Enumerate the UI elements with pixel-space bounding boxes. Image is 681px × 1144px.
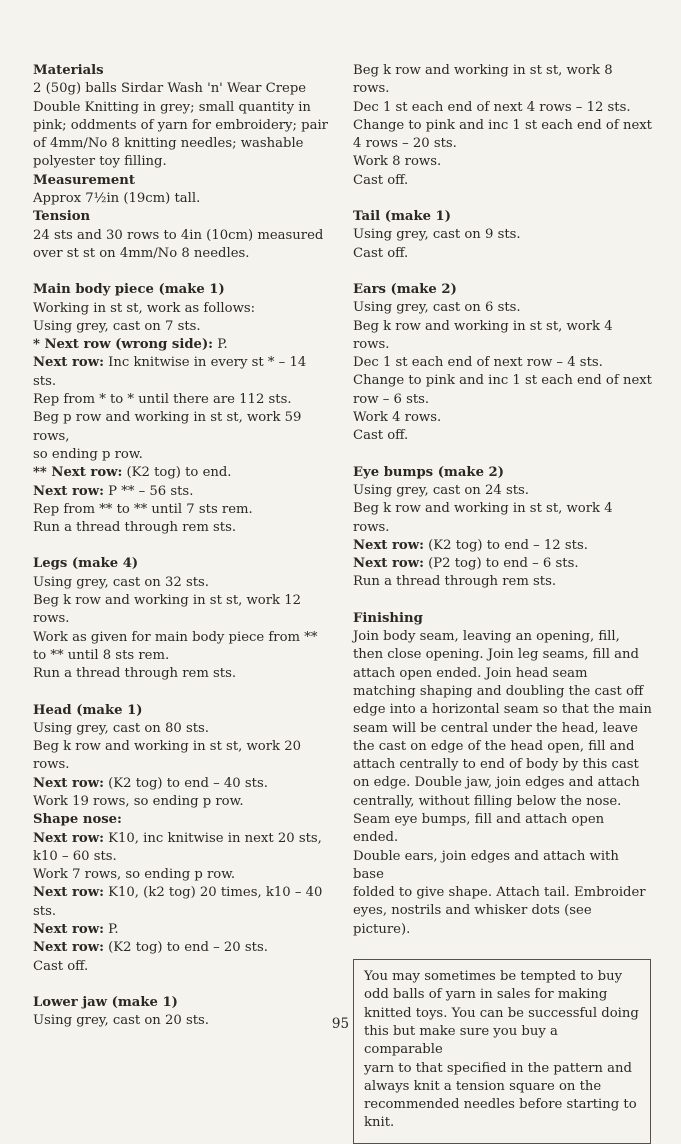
- row-label: Next row:: [33, 355, 104, 371]
- line-text: so ending p row.: [33, 446, 143, 462]
- right-column: [353, 62, 653, 1144]
- instruction-line: [33, 464, 329, 482]
- line-text: folded to give shape. Attach tail. Embroider: [353, 885, 646, 901]
- line-text: (K2 tog) to end – 12 sts.: [423, 537, 588, 553]
- section-legs-make-4: [33, 555, 329, 683]
- line-text: centrally, without filling below the nose.: [353, 793, 622, 809]
- note-line: always knit a tension square on the: [364, 1078, 602, 1094]
- line-text: 24 sts and 30 rows to 4in (10cm) measured: [33, 227, 324, 243]
- section-finishing: [353, 610, 653, 939]
- instruction-line: [353, 811, 653, 848]
- line-text: k10 – 60 sts.: [33, 848, 117, 864]
- note-line: knitted toys. You can be successful doing: [364, 1005, 639, 1021]
- line-text: P ** – 56 sts.: [103, 483, 194, 499]
- line-text: attach open ended. Join head seam: [353, 665, 588, 681]
- instruction-line: [353, 738, 653, 756]
- instruction-line: [353, 646, 653, 664]
- line-text: Rep from ** to ** until 7 sts rem.: [33, 501, 253, 517]
- section-heading: Legs (make 4): [33, 556, 139, 572]
- section-heading: Tension: [33, 209, 91, 225]
- note-line: this but make sure you buy a comparable: [364, 1023, 563, 1058]
- line-text: polyester toy filling.: [33, 154, 167, 170]
- line-text: Rep from * to * until there are 112 sts.: [33, 392, 292, 408]
- instruction-line: [33, 483, 329, 501]
- instruction-line: [33, 373, 329, 391]
- section-tension: [33, 208, 329, 263]
- line-text: Inc knitwise in every st * – 14: [103, 355, 307, 371]
- line-text: on edge. Double jaw, join edges and attach: [353, 775, 640, 791]
- section-head-make-1: [33, 702, 329, 976]
- note-line: You may sometimes be tempted to buy: [364, 969, 623, 985]
- line-text: rows.: [33, 757, 70, 773]
- line-text: Seam eye bumps, fill and attach open ended.: [353, 811, 609, 846]
- line-text: sts.: [33, 903, 57, 919]
- line-text: (K2 tog) to end – 20 sts.: [103, 940, 268, 956]
- instruction-line: [33, 80, 329, 98]
- instruction-line: [353, 500, 653, 537]
- line-text: K10, inc knitwise in next 20 sts,: [103, 830, 322, 846]
- line-text: Using grey, cast on 32 sts.: [33, 574, 209, 590]
- instruction-line: [353, 318, 653, 355]
- line-text: row – 6 sts.: [353, 391, 430, 407]
- instruction-line: [33, 99, 329, 117]
- section-tail-make-1: [353, 208, 653, 263]
- line-text: Cast off.: [353, 245, 409, 261]
- line-text: Work 7 rows, so ending p row.: [33, 867, 236, 883]
- section-heading: Finishing: [353, 610, 423, 626]
- row-label: * Next row (wrong side):: [33, 337, 214, 353]
- line-text: 4 rows – 20 sts.: [353, 136, 457, 152]
- line-text: rows.: [33, 611, 70, 627]
- line-text: Work 4 rows.: [353, 410, 442, 426]
- row-label: Next row:: [353, 537, 424, 553]
- row-label: Next row:: [33, 922, 104, 938]
- line-text: over st st on 4mm/No 8 needles.: [33, 245, 250, 261]
- instruction-line: [33, 592, 329, 610]
- instruction-line: [353, 774, 653, 792]
- line-text: Using grey, cast on 20 sts.: [33, 1013, 209, 1029]
- line-text: Double Knitting in grey; small quantity in: [33, 99, 311, 115]
- section-measurement: [33, 172, 329, 209]
- instruction-line: [353, 848, 653, 885]
- instruction-line: [33, 629, 329, 647]
- line-text: Work as given for main body piece from **: [33, 629, 318, 645]
- instruction-line: [353, 409, 653, 427]
- instruction-line: [353, 372, 653, 390]
- line-text: seam will be central under the head, leave: [353, 720, 638, 736]
- instruction-line: [33, 884, 329, 902]
- instruction-line: [33, 738, 329, 756]
- instruction-line: [353, 793, 653, 811]
- instruction-line: [353, 427, 653, 445]
- line-text: (K2 tog) to end.: [122, 465, 232, 481]
- line-text: Run a thread through rem sts.: [33, 520, 237, 536]
- section-eye-bumps-make-2: [353, 464, 653, 592]
- line-text: then close opening. Join leg seams, fill and: [353, 647, 639, 663]
- line-text: eyes, nostrils and whisker dots (see picture).: [353, 903, 596, 937]
- line-text: Double ears, join edges and attach with base: [353, 848, 624, 882]
- line-text: Beg k row and working in st st, work 20: [33, 739, 301, 755]
- instruction-line: [33, 665, 329, 683]
- instruction-line: [33, 903, 329, 921]
- instruction-line: [33, 409, 329, 446]
- instruction-line: [353, 482, 653, 500]
- instruction-line: [353, 720, 653, 738]
- instruction-line: [33, 848, 329, 866]
- line-text: to ** until 8 sts rem.: [33, 647, 170, 663]
- instruction-line: [353, 683, 653, 701]
- instruction-line: [353, 354, 653, 372]
- line-text: Using grey, cast on 6 sts.: [353, 300, 521, 316]
- line-text: K10, (k2 tog) 20 times, k10 – 40: [103, 885, 323, 901]
- line-text: Cast off.: [353, 172, 409, 188]
- instruction-line: [33, 117, 329, 135]
- line-text: Beg k row and working in st st, work 8 rows.: [353, 63, 617, 97]
- tip-note-box: [353, 959, 651, 1144]
- instruction-line: [33, 245, 329, 263]
- page-number: 95: [331, 1016, 350, 1032]
- instruction-line: [33, 574, 329, 592]
- row-label: Next row:: [33, 885, 104, 901]
- instruction-line: [33, 793, 329, 811]
- line-text: Work 8 rows.: [353, 154, 442, 170]
- instruction-line: [353, 172, 653, 190]
- section-materials: [33, 62, 329, 172]
- line-text: Join body seam, leaving an opening, fill,: [353, 629, 620, 645]
- section-heading: Head (make 1): [33, 702, 143, 718]
- section-heading: Materials: [33, 63, 104, 78]
- line-text: Run a thread through rem sts.: [33, 666, 237, 682]
- instruction-line: [33, 519, 329, 537]
- line-text: Change to pink and inc 1 st each end of next: [353, 373, 652, 389]
- row-label: Next row:: [33, 775, 104, 791]
- section-heading: Eye bumps (make 2): [353, 464, 504, 480]
- section-heading: Main body piece (make 1): [33, 282, 225, 298]
- instruction-line: [353, 245, 653, 263]
- instruction-line: [33, 958, 329, 976]
- instruction-line: [353, 902, 653, 939]
- line-text: Cast off.: [33, 958, 89, 974]
- line-text: P.: [103, 922, 119, 938]
- instruction-line: [353, 756, 653, 774]
- line-text: Approx 7½in (19cm) tall.: [33, 191, 201, 207]
- section-heading: Ears (make 2): [353, 281, 457, 297]
- instruction-line: [33, 756, 329, 774]
- instruction-line: [33, 939, 329, 957]
- instruction-line: [353, 573, 653, 591]
- row-label: Next row:: [33, 940, 104, 956]
- line-text: Beg k row and working in st st, work 4 rows.: [353, 318, 617, 352]
- instruction-line: [353, 226, 653, 244]
- line-text: P.: [213, 337, 228, 353]
- instruction-line: [353, 299, 653, 317]
- instruction-line: [353, 555, 653, 573]
- instruction-line: [33, 300, 329, 318]
- instruction-line: [353, 628, 653, 646]
- instruction-line: [33, 647, 329, 665]
- instruction-line: [353, 665, 653, 683]
- section-heading: Lower jaw (make 1): [33, 994, 178, 1010]
- instruction-line: [353, 391, 653, 409]
- line-text: Working in st st, work as follows:: [33, 300, 256, 316]
- instruction-line: [33, 610, 329, 628]
- line-text: the cast on edge of the head open, fill and: [353, 738, 635, 754]
- instruction-line: [33, 190, 329, 208]
- instruction-line: [33, 775, 329, 793]
- instruction-line: [353, 99, 653, 117]
- instruction-line: [353, 117, 653, 135]
- instruction-line: [353, 62, 653, 99]
- row-label: Next row:: [353, 556, 424, 572]
- instruction-line: [33, 227, 329, 245]
- instruction-line: [353, 537, 653, 555]
- row-label: ** Next row:: [33, 465, 123, 481]
- instruction-line: [33, 446, 329, 464]
- line-text: (K2 tog) to end – 40 sts.: [103, 775, 268, 791]
- note-line: knit.: [364, 1115, 395, 1131]
- instruction-line: [353, 153, 653, 171]
- line-text: Beg k row and working in st st, work 12: [33, 593, 301, 609]
- line-text: Using grey, cast on 24 sts.: [353, 482, 529, 498]
- instruction-line: [33, 720, 329, 738]
- line-text: pink; oddments of yarn for embroidery; pair: [33, 117, 328, 133]
- instruction-line: [353, 135, 653, 153]
- line-text: Run a thread through rem sts.: [353, 574, 557, 590]
- section-heading: Tail (make 1): [353, 209, 451, 225]
- section-continued-0: [353, 62, 653, 190]
- instruction-line: [33, 135, 329, 153]
- line-text: Change to pink and inc 1 st each end of next: [353, 117, 652, 133]
- line-text: Beg k row and working in st st, work 4 rows.: [353, 501, 617, 535]
- line-text: Using grey, cast on 9 sts.: [353, 227, 521, 243]
- section-main-body-piece-make-1: [33, 281, 329, 537]
- line-text: attach centrally to end of body by this cast: [353, 757, 639, 773]
- instruction-line: [33, 811, 329, 829]
- instruction-line: [33, 153, 329, 171]
- left-column: [33, 62, 329, 1031]
- line-text: Using grey, cast on 7 sts.: [33, 318, 201, 334]
- row-label: Next row:: [33, 830, 104, 846]
- section-heading: Measurement: [33, 172, 135, 188]
- row-label: Next row:: [33, 483, 104, 499]
- line-text: sts.: [33, 373, 57, 389]
- line-text: edge into a horizontal seam so that the main: [353, 702, 652, 718]
- line-text: Dec 1 st each end of next row – 4 sts.: [353, 355, 603, 371]
- note-line: yarn to that specified in the pattern and: [364, 1060, 632, 1076]
- line-text: of 4mm/No 8 knitting needles; washable: [33, 136, 304, 152]
- instruction-line: [33, 318, 329, 336]
- instruction-line: [353, 701, 653, 719]
- note-line: recommended needles before starting to: [364, 1097, 637, 1113]
- line-text: matching shaping and doubling the cast off: [353, 683, 644, 699]
- line-text: 2 (50g) balls Sirdar Wash 'n' Wear Crepe: [33, 81, 307, 97]
- line-text: (P2 tog) to end – 6 sts.: [423, 556, 579, 572]
- instruction-line: [33, 866, 329, 884]
- instruction-line: [33, 354, 329, 372]
- instruction-line: [33, 336, 329, 354]
- line-text: Dec 1 st each end of next 4 rows – 12 sts.: [353, 99, 631, 115]
- line-text: Beg p row and working in st st, work 59 rows,: [33, 410, 306, 444]
- row-label: Shape nose:: [33, 812, 122, 828]
- instruction-line: [353, 884, 653, 902]
- instruction-line: [33, 921, 329, 939]
- line-text: Using grey, cast on 80 sts.: [33, 720, 209, 736]
- line-text: Cast off.: [353, 428, 409, 444]
- note-line: odd balls of yarn in sales for making: [364, 987, 608, 1003]
- instruction-line: [33, 830, 329, 848]
- line-text: Work 19 rows, so ending p row.: [33, 793, 244, 809]
- section-ears-make-2: [353, 281, 653, 446]
- instruction-line: [33, 391, 329, 409]
- instruction-line: [33, 501, 329, 519]
